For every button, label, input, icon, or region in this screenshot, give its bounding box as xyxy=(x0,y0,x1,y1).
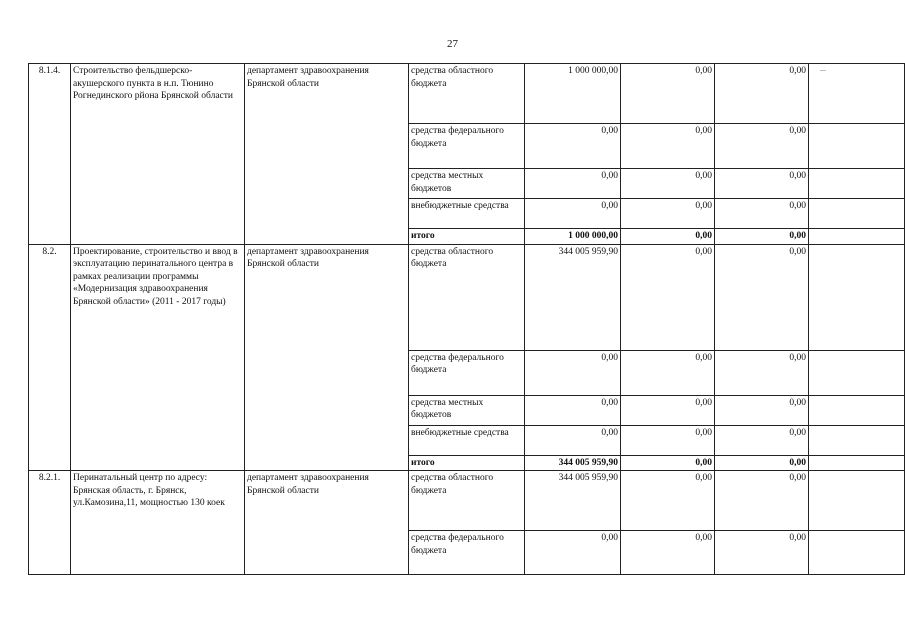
total-col-3: 0,00 xyxy=(715,455,809,471)
empty-cell xyxy=(809,455,905,471)
funding-source-total: итого xyxy=(409,229,525,245)
amount-col-3: 0,00 xyxy=(715,395,809,425)
funding-source: средства федерального бюджета xyxy=(409,531,525,575)
empty-cell xyxy=(809,169,905,199)
empty-cell xyxy=(809,229,905,245)
funding-source-total: итого xyxy=(409,455,525,471)
amount-col-1: 0,00 xyxy=(525,531,621,575)
funding-source: средства местных бюджетов xyxy=(409,169,525,199)
empty-cell xyxy=(809,531,905,575)
item-number: 8.2.1. xyxy=(29,471,71,575)
empty-cell xyxy=(809,244,905,350)
amount-col-1: 0,00 xyxy=(525,169,621,199)
funding-source: средства областного бюджета xyxy=(409,471,525,531)
amount-col-2: 0,00 xyxy=(621,425,715,455)
total-col-2: 0,00 xyxy=(621,229,715,245)
item-description: Строительство фельдшерско-акушерского пункта в н.п. Тюнино Рогнединского рйона Брянской области xyxy=(71,64,245,245)
amount-col-3: 0,00 xyxy=(715,124,809,169)
amount-col-2: 0,00 xyxy=(621,64,715,124)
funding-source: средства областного бюджета xyxy=(409,244,525,350)
amount-col-2: 0,00 xyxy=(621,124,715,169)
table-row xyxy=(29,64,905,124)
amount-col-3: 0,00 xyxy=(715,471,809,531)
item-number: 8.1.4. xyxy=(29,64,71,245)
amount-col-2: 0,00 xyxy=(621,244,715,350)
total-col-3: 0,00 xyxy=(715,229,809,245)
empty-cell xyxy=(809,124,905,169)
amount-col-2: 0,00 xyxy=(621,350,715,395)
funding-source: средства федерального бюджета xyxy=(409,350,525,395)
amount-col-3: 0,00 xyxy=(715,244,809,350)
amount-col-2: 0,00 xyxy=(621,169,715,199)
funding-source: средства федерального бюджета xyxy=(409,124,525,169)
amount-col-1: 344 005 959,90 xyxy=(525,244,621,350)
amount-col-1: 0,00 xyxy=(525,395,621,425)
item-description: Перинатальный центр по адресу: Брянская область, г. Брянск, ул.Камозина,11, мощностью 130 коек xyxy=(71,471,245,575)
item-department: департамент здравоохранения Брянской области xyxy=(245,64,409,245)
item-number: 8.2. xyxy=(29,244,71,471)
empty-cell xyxy=(809,471,905,531)
empty-cell xyxy=(809,395,905,425)
item-department: департамент здравоохранения Брянской области xyxy=(245,244,409,471)
funding-source: внебюджетные средства xyxy=(409,425,525,455)
funding-source: средства областного бюджета xyxy=(409,64,525,124)
funding-source: средства местных бюджетов xyxy=(409,395,525,425)
empty-cell xyxy=(809,350,905,395)
amount-col-3: 0,00 xyxy=(715,350,809,395)
amount-col-1: 0,00 xyxy=(525,199,621,229)
empty-cell xyxy=(809,199,905,229)
amount-col-2: 0,00 xyxy=(621,471,715,531)
table-row xyxy=(29,471,905,531)
amount-col-1: 0,00 xyxy=(525,124,621,169)
page-number: 27 xyxy=(447,38,458,50)
table-row xyxy=(29,244,905,350)
amount-col-3: 0,00 xyxy=(715,169,809,199)
total-col-1: 1 000 000,00 xyxy=(525,229,621,245)
amount-col-1: 1 000 000,00 xyxy=(525,64,621,124)
amount-col-1: 0,00 xyxy=(525,425,621,455)
item-department: департамент здравоохранения Брянской области xyxy=(245,471,409,575)
amount-col-1: 344 005 959,90 xyxy=(525,471,621,531)
amount-col-3: 0,00 xyxy=(715,531,809,575)
budget-table xyxy=(28,63,905,575)
amount-col-2: 0,00 xyxy=(621,531,715,575)
empty-cell xyxy=(809,425,905,455)
amount-col-3: 0,00 xyxy=(715,199,809,229)
amount-col-1: 0,00 xyxy=(525,350,621,395)
item-description: Проектирование, строительство и ввод в эксплуатацию перинатального центра в рамках реализации программы «Модернизация здравоохранения Брянской области» (2011 - 2017 годы) xyxy=(71,244,245,471)
funding-source: внебюджетные средства xyxy=(409,199,525,229)
empty-cell xyxy=(809,64,905,124)
amount-col-3: 0,00 xyxy=(715,64,809,124)
amount-col-3: 0,00 xyxy=(715,425,809,455)
total-col-2: 0,00 xyxy=(621,455,715,471)
amount-col-2: 0,00 xyxy=(621,199,715,229)
total-col-1: 344 005 959,90 xyxy=(525,455,621,471)
amount-col-2: 0,00 xyxy=(621,395,715,425)
